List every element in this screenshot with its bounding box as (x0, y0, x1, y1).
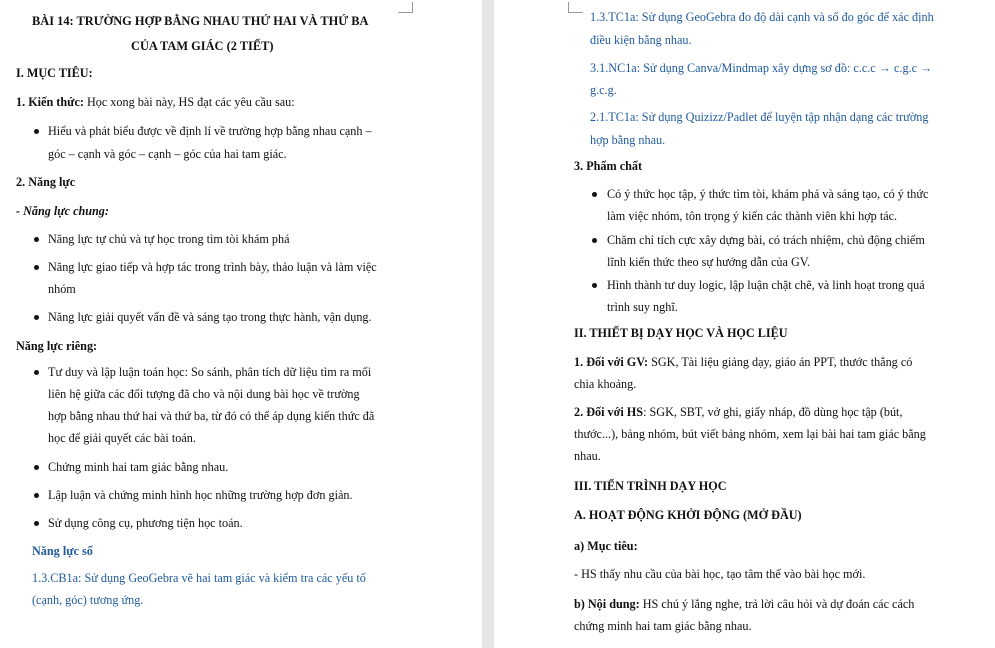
teacher-materials (574, 354, 912, 370)
list-item: Lập luận và chứng minh hình học những trường hợp đơn giản. (48, 488, 353, 502)
objective-text: - HS thấy nhu cầu của bài học, tạo tâm thế vào bài học mới. (574, 567, 866, 581)
digital-competency-item-cont: (cạnh, góc) tương ứng. (32, 593, 144, 607)
content-text: HS chú ý lắng nghe, trả lời câu hỏi và dự đoán các cách (639, 597, 915, 611)
digital-competency-item-cont: hợp bằng nhau. (590, 133, 666, 147)
heading-equipment: II. THIẾT BỊ DẠY HỌC VÀ HỌC LIỆU (574, 326, 788, 340)
list-item: Có ý thức học tập, ý thức tìm tòi, khám phá và sáng tạo, có ý thức (607, 187, 929, 201)
lesson-title: BÀI 14: TRƯỜNG HỢP BẰNG NHAU THỨ HAI VÀ THỨ BA (32, 14, 369, 28)
list-item: Năng lực giao tiếp và hợp tác trong trình bày, thảo luận và làm việc (48, 260, 377, 274)
list-item-cont: học để giải quyết các bài toán. (48, 431, 196, 445)
lesson-title-line2: CỦA TAM GIÁC (2 TIẾT) (131, 39, 274, 53)
student-materials (574, 404, 903, 420)
bullet-dot (34, 129, 39, 134)
bullet-dot (34, 493, 39, 498)
heading-qualities: 3. Phẩm chất (574, 159, 643, 173)
bullet-dot (592, 283, 597, 288)
objective-label: a) Mục tiêu: (574, 539, 638, 553)
content-label: b) Nội dung: (574, 597, 640, 611)
digital-competency-item-cont: g.c.g. (590, 83, 617, 97)
teacher-materials-cont: chia khoảng. (574, 377, 637, 391)
teacher-label: 1. Đối với GV: (574, 355, 649, 369)
list-item: Chứng minh hai tam giác bằng nhau. (48, 460, 229, 474)
list-item: Sử dụng công cụ, phương tiện học toán. (48, 516, 243, 530)
student-text: : SGK, SBT, vở ghi, giấy nháp, đồ dùng học tập (bút, (643, 405, 903, 419)
heading-specific-competencies: Năng lực riêng: (16, 339, 98, 353)
bullet-dot (592, 192, 597, 197)
list-item: Tư duy và lập luận toán học: So sánh, phân tích dữ liệu tìm ra mối (48, 365, 372, 379)
digital-competency-item: 1.3.TC1a: Sử dụng GeoGebra đo độ dài cạnh và số đo góc để xác định (590, 10, 934, 24)
list-item: Hình thành tư duy logic, lập luận chặt chẽ, và linh hoạt trong quá (607, 278, 925, 292)
bullet-dot (34, 521, 39, 526)
student-materials-cont: thước...), bảng nhóm, bút viết bảng nhóm, xem lại bài hai tam giác bằng (574, 427, 926, 441)
knowledge-paragraph (16, 94, 295, 110)
document-page-right (494, 0, 995, 648)
list-item-cont: góc – cạnh và góc – cạnh – góc của hai tam giác. (48, 147, 287, 161)
heading-warmup-activity: A. HOẠT ĐỘNG KHỞI ĐỘNG (MỞ ĐẦU) (574, 508, 802, 522)
heading-general-competencies: - Năng lực chung: (16, 204, 109, 218)
crop-mark (398, 2, 413, 13)
list-item-cont: hợp bằng nhau thứ hai và thứ ba, từ đó có thể áp dụng kiến thức đã (48, 409, 375, 423)
heading-teaching-process: III. TIẾN TRÌNH DẠY HỌC (574, 479, 727, 493)
list-item-cont: trình suy nghĩ. (607, 300, 678, 314)
list-item-cont: làm việc nhóm, tôn trọng ý kiến các thành viên khi hợp tác. (607, 209, 898, 223)
knowledge-text: Học xong bài này, HS đạt các yêu cầu sau: (83, 95, 295, 109)
list-item-cont: nhóm (48, 282, 76, 296)
bullet-dot (34, 265, 39, 270)
list-item: Năng lực giải quyết vấn đề và sáng tạo trong thực hành, vận dụng. (48, 310, 372, 324)
list-item: Năng lực tự chủ và tự học trong tìm tòi khám phá (48, 232, 290, 246)
list-item: Chăm chỉ tích cực xây dựng bài, có trách nhiệm, chủ động chiếm (607, 233, 925, 247)
page-gutter (482, 0, 494, 648)
bullet-dot (34, 315, 39, 320)
teacher-text: SGK, Tài liệu giảng dạy, giáo án PPT, thước thẳng có (648, 355, 913, 369)
knowledge-label: 1. Kiến thức: (16, 95, 84, 109)
document-page-left (0, 0, 482, 648)
heading-objectives: I. MỤC TIÊU: (16, 66, 93, 80)
crop-mark (568, 2, 583, 13)
heading-digital-competencies: Năng lực số (32, 544, 93, 558)
content-paragraph-cont: chứng minh hai tam giác bằng nhau. (574, 619, 752, 633)
student-materials-cont: nhau. (574, 449, 601, 463)
digital-competency-item-cont: điều kiện bằng nhau. (590, 33, 692, 47)
content-paragraph (574, 596, 914, 612)
digital-competency-item: 2.1.TC1a: Sử dụng Quizizz/Padlet để luyện tập nhận dạng các trường (590, 110, 929, 124)
digital-competency-item: 3.1.NC1a: Sử dụng Canva/Mindmap xây dựng sơ đồ: c.c.c → c.g.c → (590, 61, 933, 75)
bullet-dot (592, 238, 597, 243)
digital-competency-item: 1.3.CB1a: Sử dụng GeoGebra vẽ hai tam giác và kiểm tra các yếu tố (32, 571, 366, 585)
bullet-dot (34, 237, 39, 242)
heading-competencies: 2. Năng lực (16, 175, 76, 189)
list-item-cont: lĩnh kiến thức theo sự hướng dẫn của GV. (607, 255, 811, 269)
list-item-cont: liên hệ giữa các đối tượng đã cho và nội dung bài học về trường (48, 387, 360, 401)
bullet-dot (34, 465, 39, 470)
student-label: 2. Đối với HS (574, 405, 644, 419)
list-item: Hiểu và phát biểu được về định lí về trường hợp bằng nhau cạnh – (48, 124, 372, 138)
bullet-dot (34, 370, 39, 375)
